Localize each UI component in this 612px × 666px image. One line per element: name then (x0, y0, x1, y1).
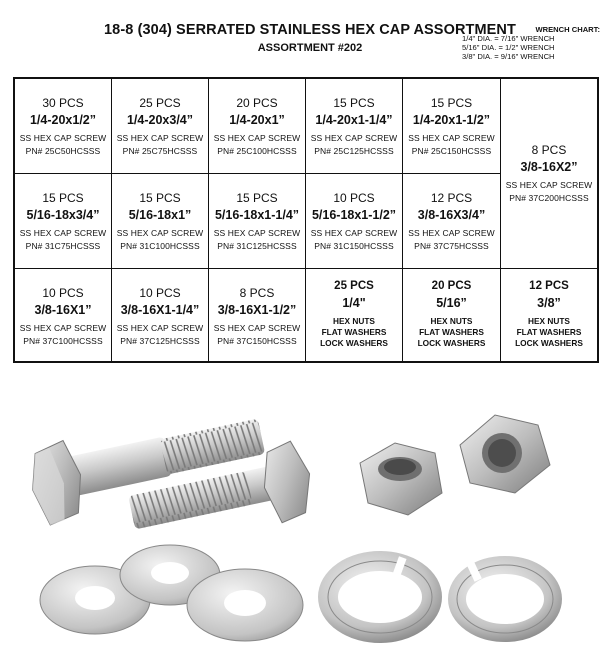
cell-description: SS HEX CAP SCREW (213, 228, 301, 238)
cell-size: 5/16-18x3/4” (26, 208, 100, 222)
cell-description: SS HEX CAP SCREW (19, 228, 107, 238)
cell-size: 5/16-18x1” (128, 208, 192, 222)
cell-item-line: FLAT WASHERS (419, 327, 484, 337)
cell-size: 1/4-20x1/2” (29, 113, 97, 127)
cell-size: 5/16” (436, 296, 467, 310)
cell-quantity: 30 PCS (42, 96, 84, 110)
cell-size: 3/8-16X1-1/2” (217, 303, 297, 317)
cell-size: 1/4-20x1-1/4” (315, 113, 393, 127)
cell-quantity: 10 PCS (42, 286, 84, 300)
cell-item-line: LOCK WASHERS (320, 338, 388, 348)
cell-part-number: PN# 25C50HCSSS (25, 146, 101, 156)
cell-part-number: PN# 31C100HCSSS (120, 241, 200, 251)
cell-item-line: FLAT WASHERS (516, 327, 582, 337)
cell-quantity: 15 PCS (430, 96, 473, 110)
wrench-chart-line: 5/16" DIA. = 1/2" WRENCH (462, 43, 555, 52)
cell-quantity: 15 PCS (42, 191, 84, 205)
cell-quantity: 12 PCS (430, 191, 473, 205)
grid-cell (209, 79, 306, 174)
cell-size: 3/8-16X1” (34, 303, 92, 317)
grid-cell (112, 269, 209, 361)
grid-cell (15, 174, 112, 269)
cell-quantity: 20 PCS (236, 96, 278, 110)
cell-size: 5/16-18x1-1/2” (311, 208, 397, 222)
cell-quantity: 10 PCS (333, 191, 375, 205)
cell-part-number: PN# 37C200HCSSS (509, 193, 589, 203)
cell-part-number: PN# 31C125HCSSS (217, 241, 297, 251)
cell-quantity: 25 PCS (139, 96, 181, 110)
lock-washer-image (457, 560, 553, 633)
cell-description: SS HEX CAP SCREW (116, 323, 204, 333)
cell-size: 5/16-18x1-1/4” (214, 208, 300, 222)
cell-item-line: LOCK WASHERS (515, 338, 583, 348)
page-subtitle: ASSORTMENT #202 (257, 42, 363, 54)
cell-description: SS HEX CAP SCREW (116, 133, 204, 143)
cell-item-line: HEX NUTS (528, 316, 570, 326)
cell-size: 3/8-16X2” (520, 160, 578, 174)
cell-quantity: 10 PCS (139, 286, 181, 300)
wrench-chart (462, 25, 602, 61)
cell-quantity: 15 PCS (236, 191, 278, 205)
grid-cell (209, 269, 306, 361)
wrench-chart-line: 3/8" DIA. = 9/16" WRENCH (462, 52, 555, 61)
cell-quantity: 20 PCS (431, 280, 472, 292)
grid-cell (306, 79, 403, 174)
lock-washer-image (328, 556, 432, 633)
grid-cell (209, 174, 306, 269)
cell-size: 1/4" (342, 296, 366, 310)
cell-part-number: PN# 25C125HCSSS (314, 146, 394, 156)
cell-description: SS HEX CAP SCREW (213, 323, 301, 333)
cell-part-number: PN# 31C150HCSSS (314, 241, 394, 251)
grid-cell-nuts (403, 269, 501, 361)
cell-size: 3/8-16X3/4” (417, 208, 486, 222)
grid-cell-nuts (306, 269, 403, 361)
cell-size: 3/8” (537, 296, 561, 310)
cell-description: SS HEX CAP SCREW (116, 228, 204, 238)
grid-cell (112, 174, 209, 269)
hex-nut-image (360, 443, 442, 515)
cell-size: 1/4-20x1-1/2” (412, 113, 491, 127)
cell-part-number: PN# 25C75HCSSS (122, 146, 198, 156)
cell-size: 1/4-20x1” (229, 113, 285, 127)
cell-quantity: 15 PCS (333, 96, 375, 110)
grid-cell (501, 79, 597, 269)
cell-description: SS HEX CAP SCREW (310, 133, 398, 143)
cell-description: SS HEX CAP SCREW (213, 133, 301, 143)
wrench-chart-title: WRENCH CHART: (535, 25, 600, 34)
cell-item-line: FLAT WASHERS (321, 327, 387, 337)
cell-description: SS HEX CAP SCREW (408, 133, 495, 143)
cell-item-line: LOCK WASHERS (417, 338, 486, 348)
grid-cell (403, 174, 501, 269)
cell-description: SS HEX CAP SCREW (310, 228, 398, 238)
cell-description: SS HEX CAP SCREW (505, 180, 593, 190)
cell-part-number: PN# 37C75HCSSS (414, 241, 489, 251)
grid-cell (306, 174, 403, 269)
hex-nut-image (460, 415, 550, 493)
grid-cell (15, 269, 112, 361)
cell-quantity: 8 PCS (531, 143, 567, 157)
cell-quantity: 8 PCS (239, 286, 275, 300)
cell-quantity: 25 PCS (334, 280, 374, 292)
assortment-grid (13, 77, 599, 363)
cell-part-number: PN# 37C150HCSSS (217, 336, 297, 346)
cell-part-number: PN# 31C75HCSSS (25, 241, 101, 251)
header (0, 0, 612, 78)
cell-item-line: HEX NUTS (333, 316, 375, 326)
flat-washer-image (187, 569, 303, 641)
cell-part-number: PN# 25C150HCSSS (411, 146, 492, 156)
cell-quantity: 12 PCS (529, 280, 569, 292)
cell-part-number: PN# 37C125HCSSS (120, 336, 200, 346)
grid-cell (112, 79, 209, 174)
cell-part-number: PN# 25C100HCSSS (217, 146, 297, 156)
grid-cell (15, 79, 112, 174)
cell-item-line: HEX NUTS (430, 316, 473, 326)
page-title: 18-8 (304) SERRATED STAINLESS HEX CAP ASSORTMENT (104, 22, 516, 38)
cell-description: SS HEX CAP SCREW (19, 133, 107, 143)
cell-description: SS HEX CAP SCREW (19, 323, 107, 333)
grid-cell (403, 79, 501, 174)
cell-size: 1/4-20x3/4” (126, 113, 194, 127)
cell-description: SS HEX CAP SCREW (408, 228, 495, 238)
cell-quantity: 15 PCS (139, 191, 181, 205)
cell-part-number: PN# 37C100HCSSS (23, 336, 103, 346)
product-photos (0, 385, 612, 666)
grid-cell-nuts (501, 269, 597, 361)
wrench-chart-line: 1/4" DIA. = 7/16" WRENCH (462, 34, 555, 43)
cell-size: 3/8-16X1-1/4” (120, 303, 200, 317)
